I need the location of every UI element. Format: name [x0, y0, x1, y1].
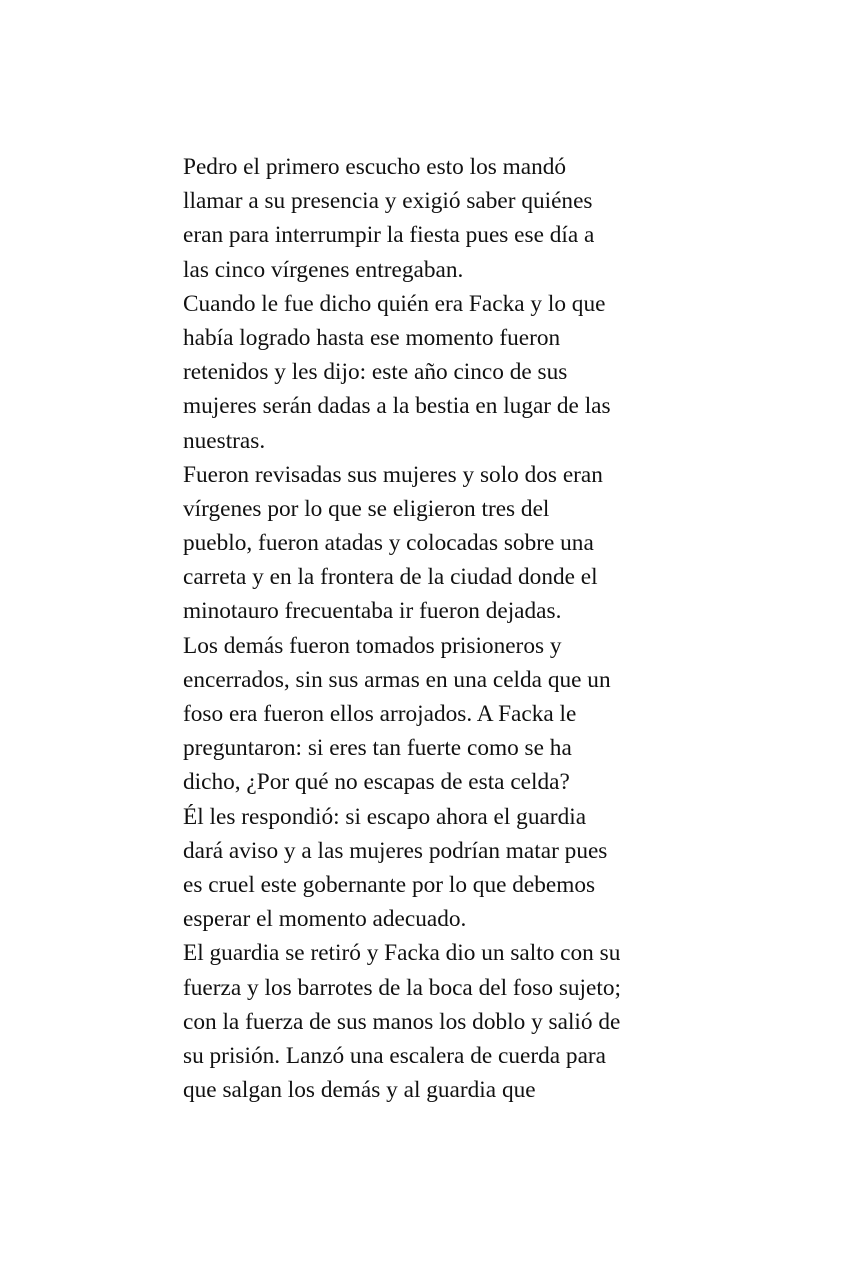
text-line: esperar el momento adecuado. — [183, 906, 467, 933]
text-line: preguntaron: si eres tan fuerte como se ha — [183, 735, 572, 762]
text-line: había logrado hasta ese momento fueron — [183, 324, 561, 351]
text-line: foso era fueron ellos arrojados. A Facka le — [183, 701, 577, 727]
text-line: que salgan los demás y al guardia que — [183, 1077, 536, 1104]
text-line: las cinco vírgenes entregaban. — [183, 256, 464, 283]
text-line: Cuando le fue dicho quién era Facka y lo que — [183, 290, 606, 317]
text-line: retenidos y les dijo: este año cinco de sus — [183, 359, 568, 386]
text-line: eran para interrumpir la fiesta pues ese día a — [183, 222, 595, 249]
text-line: minotauro frecuentaba ir fueron dejadas. — [183, 598, 562, 625]
text-line: llamar a su presencia y exigió saber quiénes — [183, 188, 593, 215]
text-line: carreta y en la frontera de la ciudad donde el — [183, 564, 598, 591]
body-text — [183, 150, 683, 1107]
text-line: Él les respondió: si escapo ahora el guardia — [183, 803, 587, 830]
text-line: vírgenes por lo que se eligieron tres del — [183, 495, 550, 522]
text-line: dará aviso y a las mujeres podrían matar pues — [183, 837, 608, 864]
text-line: con la fuerza de sus manos los doblo y salió de — [183, 1008, 621, 1035]
text-line: El guardia se retiró y Facka dio un salto con su — [183, 940, 621, 967]
text-line: fuerza y los barrotes de la boca del foso sujeto; — [183, 974, 621, 1001]
text-line: es cruel este gobernante por lo que debemos — [183, 871, 596, 898]
text-line: mujeres serán dadas a la bestia en lugar de las — [183, 393, 611, 420]
text-line: encerrados, sin sus armas en una celda que un — [183, 666, 611, 693]
text-line: su prisión. Lanzó una escalera de cuerda para — [183, 1042, 607, 1069]
text-line: nuestras. — [183, 427, 266, 454]
text-line: dicho, ¿Por qué no escapas de esta celda? — [183, 769, 570, 796]
text-line: Los demás fueron tomados prisioneros y — [183, 632, 562, 659]
text-line: pueblo, fueron atadas y colocadas sobre una — [183, 530, 594, 557]
text-line: Fueron revisadas sus mujeres y solo dos eran — [183, 461, 603, 488]
text-line: Pedro el primero escucho esto los mandó — [183, 154, 567, 180]
